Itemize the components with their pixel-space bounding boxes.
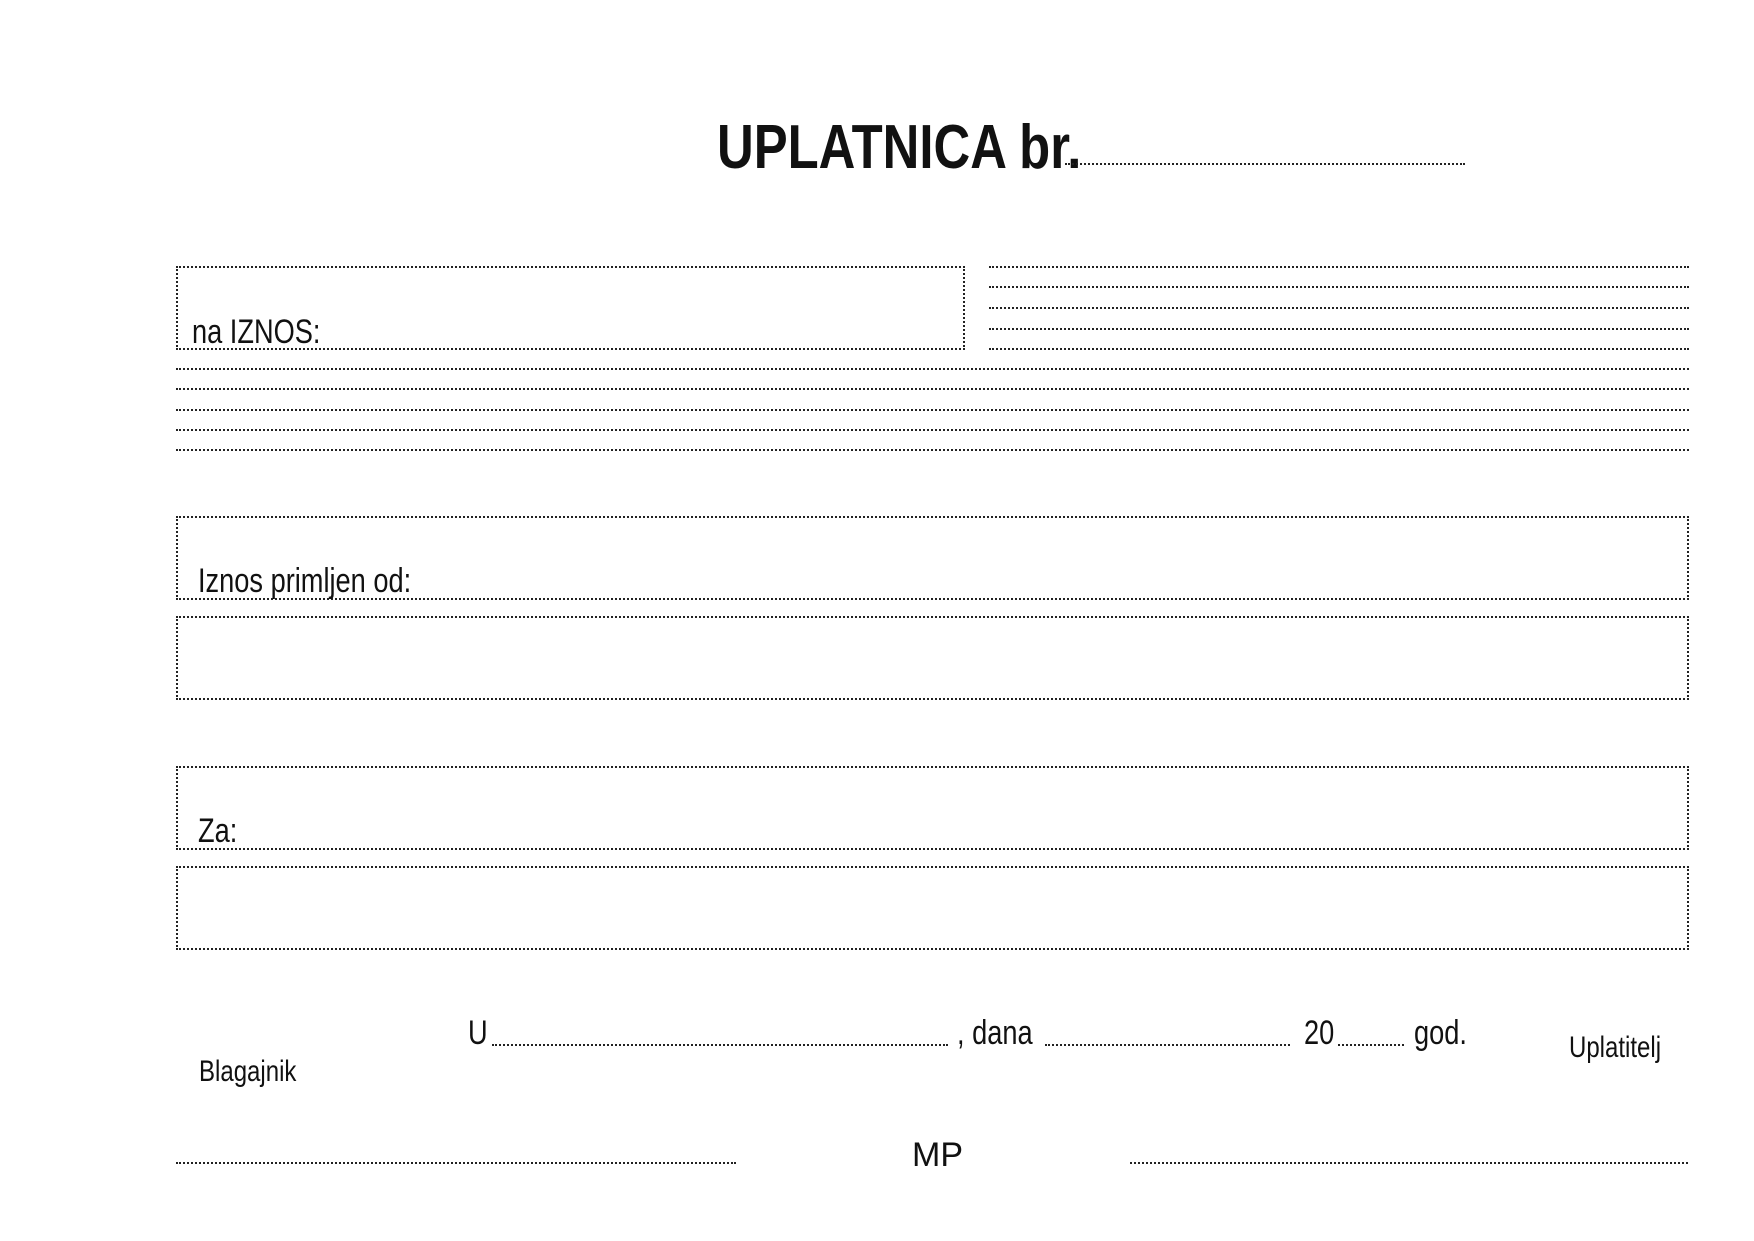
- purpose-label: Za:: [198, 812, 238, 850]
- year-suffix: god.: [1414, 1014, 1467, 1052]
- place-field[interactable]: [492, 1044, 948, 1046]
- payer-label: Uplatitelj: [1569, 1031, 1662, 1064]
- amount-label: na IZNOS:: [192, 313, 321, 351]
- date-label: , dana: [957, 1014, 1033, 1052]
- amount-words-line[interactable]: [989, 328, 1689, 330]
- amount-words-line[interactable]: [176, 429, 1689, 431]
- amount-words-line[interactable]: [989, 286, 1689, 288]
- form-title: UPLATNICA br.: [717, 113, 1082, 182]
- amount-words-line[interactable]: [176, 409, 1689, 411]
- date-field[interactable]: [1045, 1044, 1290, 1046]
- payer-signature-line[interactable]: [1130, 1162, 1688, 1164]
- received-from-box-2[interactable]: [176, 616, 1689, 700]
- amount-words-line[interactable]: [176, 449, 1689, 451]
- year-field[interactable]: [1338, 1044, 1404, 1046]
- cashier-label: Blagajnik: [199, 1055, 297, 1088]
- place-prefix: U: [468, 1014, 488, 1052]
- amount-words-line[interactable]: [989, 266, 1689, 268]
- amount-words-line[interactable]: [176, 388, 1689, 390]
- amount-words-line[interactable]: [176, 368, 1689, 370]
- stamp-label: MP: [912, 1136, 963, 1174]
- received-from-label: Iznos primljen od:: [198, 562, 412, 600]
- purpose-box-2[interactable]: [176, 866, 1689, 950]
- receipt-number-field[interactable]: [1065, 163, 1465, 165]
- purpose-box[interactable]: [176, 766, 1689, 850]
- amount-words-line[interactable]: [989, 307, 1689, 309]
- cashier-signature-line[interactable]: [176, 1162, 736, 1164]
- year-prefix: 20: [1304, 1014, 1335, 1052]
- amount-words-line[interactable]: [989, 348, 1689, 350]
